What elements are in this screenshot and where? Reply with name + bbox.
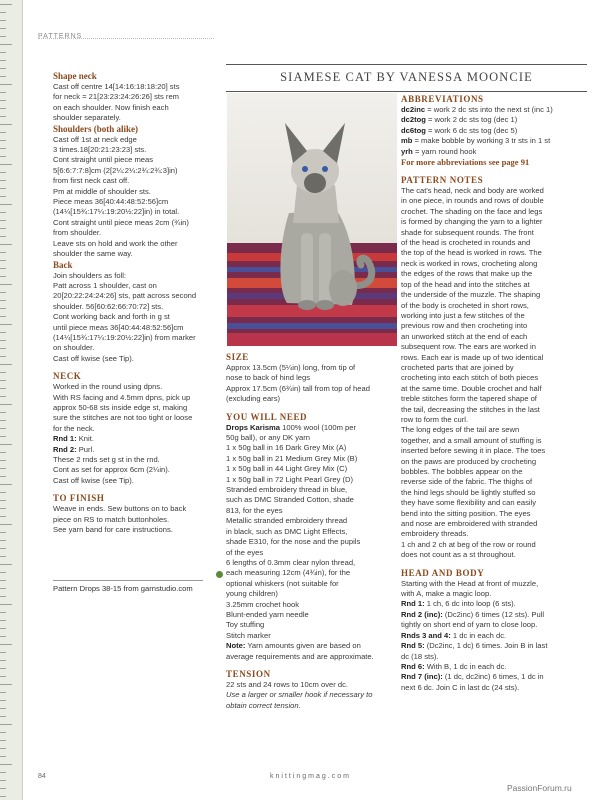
text-line: The cat's head, neck and body are worked: [401, 186, 544, 196]
ruler-tick: [0, 492, 6, 493]
section-header: [38, 25, 214, 40]
heading-you-will-need: YOU WILL NEED: [226, 411, 308, 422]
ruler-tick: [0, 612, 6, 613]
ruler-tick: [0, 316, 6, 317]
ruler-tick: [0, 748, 6, 749]
text-line: from first neck cast off.: [53, 176, 130, 186]
ruler-tick: [0, 156, 6, 157]
text-line: The long edges of the tail are sewn: [401, 425, 520, 435]
text-line: Patt across 1 shoulder, cast on: [53, 280, 157, 290]
text-line: 813, for the eyes: [226, 505, 283, 515]
text-line: Cont straight until piece meas 2cm (¾in): [53, 217, 189, 227]
ruler-tick: [0, 76, 6, 77]
text-line: 1 x 50g ball in 72 Light Pearl Grey (D): [226, 474, 354, 484]
ruler-tick: [0, 260, 6, 261]
text-line: Cont working back and forth in g st: [53, 312, 170, 322]
text-line: approx 50-68 sts inside edge st, making: [53, 402, 188, 412]
column-right: [401, 94, 587, 693]
text-line: 6 lengths of 0.3mm clear nylon thread,: [226, 557, 356, 567]
heading-size: SIZE: [226, 352, 249, 362]
finish-text: [53, 504, 223, 535]
text-line: 1 x 50g ball in 44 Light Grey Mix (C): [226, 464, 348, 474]
size-text: [226, 363, 398, 405]
ruler-tick: [0, 500, 6, 501]
text-line: subsequent row. The ears are worked in: [401, 342, 536, 352]
heading-pattern-notes: PATTERN NOTES: [401, 175, 484, 186]
ruler-tick: [0, 340, 6, 341]
text-line: (14¼[15¾:17¼:19:20½:22]in) from marker: [53, 332, 196, 342]
text-line: with A, make a magic loop.: [401, 589, 492, 599]
text-line: until piece meas 36[40:44:48:52:56]cm: [53, 322, 184, 332]
ruler-tick: [0, 428, 6, 429]
ruler-tick: [0, 252, 6, 253]
text-line: the top of the head is worked in rows. The: [401, 248, 542, 258]
text-line: young children): [226, 589, 278, 599]
ruler-tick: [0, 12, 6, 13]
instruction-line: Rnd 2 (inc): (Dc2inc) 6 times (12 sts). Pull: [401, 609, 545, 619]
text-line: See yarn band for care instructions.: [53, 525, 173, 535]
ruler-tick: [0, 388, 6, 389]
back-text: [53, 271, 223, 365]
text-line: for neck = 21[23:23:24:26:26] sts rem: [53, 92, 180, 102]
ruler-tick: [0, 692, 6, 693]
text-line: neck is worked in rows, crocheting along: [401, 258, 538, 268]
text-line: Cont straight until piece meas: [53, 155, 154, 165]
ruler-tick: [0, 212, 6, 213]
text-line: for the neck.: [53, 423, 95, 433]
text-line: Cast off 1st at neck edge: [53, 134, 137, 144]
text-line: of the head is crocheted in rounds and: [401, 238, 531, 248]
rnd2-line: Rnd 2: Purl.: [53, 444, 95, 454]
text-line: Starting with the Head at front of muzzle,: [401, 578, 539, 588]
heading-to-finish: TO FINISH: [53, 493, 105, 504]
ruler-tick: [0, 380, 6, 381]
text-line: nose to back of hind legs: [226, 373, 311, 383]
ruler-tick: [0, 284, 12, 285]
text-line: 1 x 50g ball in 21 Medium Grey Mix (B): [226, 453, 358, 463]
ruler-tick: [0, 724, 12, 725]
ruler-tick: [0, 452, 6, 453]
ruler-tick: [0, 588, 6, 589]
end-mark-icon: [216, 571, 223, 578]
ruler-tick: [0, 100, 6, 101]
ruler-tick: [0, 764, 12, 765]
ruler-tick: [0, 548, 6, 549]
shape-neck-text: [53, 82, 223, 124]
text-line: such as DMC Stranded Cotton, shade: [226, 495, 354, 505]
instruction-line: Rnd 1: 1 ch, 6 dc into loop (6 sts).: [401, 599, 516, 609]
note-line-2: average requirements and are approximate.: [226, 651, 374, 661]
ruler-tick: [0, 140, 6, 141]
ruler-tick: [0, 180, 6, 181]
ruler-tick: [0, 332, 6, 333]
heading-shape-neck: Shape neck: [53, 71, 97, 81]
ruler-tick: [0, 532, 6, 533]
ruler-tick: [0, 604, 12, 605]
text-line: reverse side of the fabric. The thighs of: [401, 477, 533, 487]
text-line: shoulder separately.: [53, 113, 121, 123]
ruler-tick: [0, 348, 6, 349]
neck-text: [53, 382, 223, 434]
text-line: (14¼[15¾:17¼:19:20½:22]in) in total.: [53, 207, 180, 217]
text-line: each measuring 12cm (4¾in), for the: [226, 568, 351, 578]
ruler-tick: [0, 628, 6, 629]
text-line: together, and a small amount of stuffing is: [401, 435, 542, 445]
pattern-title: SIAMESE CAT BY VANESSA MOONCIE: [226, 64, 587, 92]
ruler-tick: [0, 796, 6, 797]
cat-photo: [227, 93, 397, 346]
instruction-line: Rnd 5: (Dc2inc, 1 dc) 6 times. Join B in last: [401, 641, 548, 651]
text-line: Pm at middle of shoulder sts.: [53, 186, 151, 196]
text-line: the hind legs should be lightly stuffed so: [401, 487, 536, 497]
instruction-line: Rnd 7 (inc): (1 dc, dc2inc) 6 times, 1 dc in: [401, 672, 544, 682]
text-line: shoulder the same way.: [53, 249, 133, 259]
tension-line-2: Use a larger or smaller hook if necessary to: [226, 690, 373, 700]
text-line: piece on RS to match buttonholes.: [53, 514, 170, 524]
ruler-tick: [0, 44, 12, 45]
ruler-tick: [0, 404, 12, 405]
ruler-tick: [0, 476, 6, 477]
text-line: optional whiskers (not suitable for: [226, 578, 339, 588]
ruler-tick: [0, 740, 6, 741]
rounds-list: [401, 599, 587, 693]
ruler-tick: [0, 636, 6, 637]
ruler-tick: [0, 220, 6, 221]
ruler-tick: [0, 524, 12, 525]
text-line: embroidery threads.: [401, 529, 469, 539]
text-line: Cast off kwise (see Tip).: [53, 475, 134, 485]
text-line: and nose are embroidered with stranded: [401, 519, 538, 529]
ruler-tick: [0, 28, 6, 29]
pattern-notes-text: [401, 186, 587, 561]
text-line: is formed by changing the yarn to a lighter: [401, 217, 543, 227]
ruler-tick: [0, 756, 6, 757]
ruler-tick: [0, 292, 6, 293]
instruction-line: next 6 dc. Join C in last dc (24 sts).: [401, 682, 520, 692]
instruction-line: dc2inc = work 2 dc sts into the next st (inc 1): [401, 105, 553, 114]
page-number: 84: [38, 773, 46, 780]
text-line: previous row and then crocheting into: [401, 321, 528, 331]
heading-abbreviations: ABBREVIATIONS: [401, 94, 484, 104]
ruler-tick: [0, 92, 6, 93]
tension-line-1: 22 sts and 24 rows to 10cm over dc.: [226, 679, 348, 689]
cat-illustration: [227, 93, 397, 346]
ruler-tick: [0, 324, 12, 325]
text-line: bend into the sitting position. The eyes: [401, 508, 531, 518]
text-line: an unworked stitch at the end of each: [401, 331, 528, 341]
measuring-ruler: [0, 0, 23, 800]
head-body-intro: [401, 579, 587, 600]
watermark: PassionForum.ru: [507, 783, 572, 793]
text-line: Worked in the round using dpns.: [53, 382, 163, 392]
text-line: 3 times.18[20:21:23:23] sts.: [53, 145, 147, 155]
text-line: Stitch marker: [226, 630, 271, 640]
ruler-tick: [0, 668, 6, 669]
text-line: 50g ball), or any DK yarn: [226, 433, 310, 443]
ruler-tick: [0, 148, 6, 149]
ruler-tick: [0, 700, 6, 701]
ruler-tick: [0, 372, 6, 373]
ruler-tick: [0, 564, 12, 565]
ruler-tick: [0, 268, 6, 269]
heading-head-and-body: HEAD AND BODY: [401, 567, 485, 578]
text-line: in black, such as DMC Light Effects,: [226, 526, 348, 536]
neck-text-2: [53, 455, 223, 486]
text-line: Metallic stranded embroidery thread: [226, 516, 348, 526]
ruler-tick: [0, 108, 6, 109]
ruler-tick: [0, 676, 6, 677]
tension-line-3: obtain correct tension.: [226, 700, 301, 710]
ruler-tick: [0, 444, 12, 445]
text-line: 3.25mm crochet hook: [226, 599, 300, 609]
text-line: Cast off kwise (see Tip).: [53, 353, 134, 363]
ruler-tick: [0, 124, 12, 125]
ruler-tick: [0, 684, 12, 685]
ruler-tick: [0, 68, 6, 69]
heading-tension: TENSION: [226, 668, 271, 679]
ruler-tick: [0, 196, 6, 197]
heading-neck: NECK: [53, 371, 82, 382]
text-line: Approx 13.5cm (5¼in) long, from tip of: [226, 363, 356, 372]
text-line: Toy stuffing: [226, 620, 265, 630]
ruler-tick: [0, 556, 6, 557]
text-line: (excluding ears): [226, 394, 281, 404]
ruler-tick: [0, 204, 12, 205]
ruler-tick: [0, 772, 6, 773]
text-line: bobbles. The bobbles appear on the: [401, 467, 523, 476]
text-line: working into just a few stitches of the: [401, 310, 525, 320]
ruler-tick: [0, 732, 6, 733]
text-line: the underside of the muzzle. The shaping: [401, 290, 541, 300]
section-label: PATTERNS: [38, 33, 83, 40]
ruler-tick: [0, 436, 6, 437]
ruler-tick: [0, 540, 6, 541]
text-line: treble stitches form the tapered shape of: [401, 394, 537, 404]
instruction-line: dc6tog = work 6 dc sts tog (dec 5): [401, 125, 518, 135]
ruler-tick: [0, 308, 6, 309]
instruction-line: dc (18 sts).: [401, 651, 439, 661]
text-line: the tail, decreasing the stitches in the last: [401, 404, 540, 414]
more-abbreviations-link: For more abbreviations see page 91: [401, 157, 530, 168]
ruler-tick: [0, 132, 6, 133]
text-line: crocheted parts that are joined by: [401, 362, 514, 372]
ruler-tick: [0, 20, 6, 21]
text-line: of the eyes: [226, 547, 264, 557]
ruler-tick: [0, 244, 12, 245]
ruler-tick: [0, 396, 6, 397]
ruler-tick: [0, 52, 6, 53]
text-line: on the paws are produced by crocheting: [401, 456, 537, 466]
instruction-line: dc2tog = work 2 dc sts tog (dec 1): [401, 115, 518, 125]
text-line: These 2 rnds set g st in the rnd.: [53, 455, 160, 464]
ruler-tick: [0, 716, 6, 717]
ruler-tick: [0, 708, 6, 709]
text-line: of the body is crocheted in short rows,: [401, 300, 529, 310]
ruler-tick: [0, 652, 6, 653]
ruler-tick: [0, 620, 6, 621]
ruler-tick: [0, 364, 12, 365]
ruler-tick: [0, 4, 12, 5]
text-line: Approx 17.5cm (6¾in) tall from top of head: [226, 383, 370, 393]
ruler-tick: [0, 780, 6, 781]
abbreviations-list: [401, 105, 587, 157]
column-left: [53, 71, 223, 535]
text-line: Join shoulders as foll:: [53, 270, 127, 280]
ruler-tick: [0, 36, 6, 37]
instruction-line: Rnd 6: With B, 1 dc in each dc.: [401, 661, 507, 671]
text-line: 1 ch and 2 ch at beg of the row or round: [401, 539, 536, 549]
text-line: rows. Each ear is made up of two identical: [401, 352, 544, 362]
site-url: knittingmag.com: [270, 773, 351, 780]
text-line: does not count as a st throughout.: [401, 550, 516, 560]
text-line: on shoulder.: [53, 343, 95, 353]
ruler-tick: [0, 228, 6, 229]
ruler-tick: [0, 580, 6, 581]
ruler-tick: [0, 188, 6, 189]
column-middle: [226, 352, 398, 711]
instruction-line: Rnds 3 and 4: 1 dc in each dc.: [401, 630, 507, 640]
text-line: Stranded embroidery thread in blue,: [226, 485, 348, 495]
text-line: Weave in ends. Sew buttons on to back: [53, 504, 187, 514]
text-line: they have some flexibility and can easily: [401, 498, 537, 508]
text-line: inserted before sewing it in place. The toes: [401, 446, 546, 456]
ruler-tick: [0, 660, 6, 661]
text-line: shade for subsequent rounds. The front: [401, 227, 534, 237]
ruler-tick: [0, 460, 6, 461]
heading-back: Back: [53, 259, 73, 270]
rnd1-line: Rnd 1: Knit.: [53, 434, 94, 444]
instruction-line: yrh = yarn round hook: [401, 146, 477, 156]
text-line: top of the head and into the stitches at: [401, 279, 530, 289]
shoulders-text: [53, 135, 223, 260]
text-line: Cast off centre 14[14:16:18:18:20] sts: [53, 82, 180, 91]
text-line: shoulder. 56[60:62:66:70:72] sts.: [53, 301, 164, 311]
instruction-line: tightly on short end of yarn to close loop.: [401, 620, 538, 630]
text-line: in one piece, in rounds and rows of double: [401, 196, 544, 206]
ruler-tick: [0, 468, 6, 469]
ruler-tick: [0, 644, 12, 645]
text-line: crocheting into each stitch of both pieces: [401, 373, 539, 383]
ruler-tick: [0, 236, 6, 237]
text-line: 5[6:6:7:7:8]cm (2[2¼:2¼:2¾:2¾:3]in): [53, 165, 178, 175]
ruler-tick: [0, 84, 12, 85]
ruler-tick: [0, 508, 6, 509]
pattern-source-note: Pattern Drops 38-15 from garnstudio.com: [53, 580, 203, 594]
text-line: from shoulder.: [53, 228, 102, 238]
ruler-tick: [0, 420, 6, 421]
text-line: With RS facing and 4.5mm dpns, pick up: [53, 392, 191, 402]
text-line: at the same time. Double crochet and half: [401, 383, 542, 393]
ruler-tick: [0, 116, 6, 117]
materials-list: [226, 433, 398, 641]
text-line: the edges of the rows that make up the: [401, 269, 533, 279]
heading-shoulders: Shoulders (both alike): [53, 123, 139, 134]
header-rule: [38, 38, 214, 39]
yarn-line: Drops Karisma 100% wool (100m per: [226, 422, 357, 432]
instruction-line: mb = make bobble by working 3 tr sts in 1 st: [401, 136, 551, 146]
text-line: Piece meas 36[40:44:48:52:56]cm: [53, 197, 169, 207]
ruler-tick: [0, 516, 6, 517]
ruler-tick: [0, 484, 12, 485]
text-line: 1 x 50g ball in 16 Dark Grey Mix (A): [226, 443, 347, 453]
text-line: sure the stitches are not too tight or loose: [53, 413, 193, 423]
text-line: shade E310, for the nose and the pupils: [226, 537, 361, 547]
text-line: Leave sts on hold and work the other: [53, 238, 178, 248]
ruler-tick: [0, 412, 6, 413]
ruler-tick: [0, 356, 6, 357]
ruler-tick: [0, 164, 12, 165]
ruler-tick: [0, 596, 6, 597]
ruler-tick: [0, 172, 6, 173]
text-line: Blunt-ended yarn needle: [226, 609, 309, 619]
ruler-tick: [0, 60, 6, 61]
note-line: Note: Yarn amounts given are based on: [226, 641, 361, 651]
text-line: 20[20:22:24:24:26] sts, patt across second: [53, 291, 197, 301]
ruler-tick: [0, 276, 6, 277]
ruler-tick: [0, 572, 6, 573]
text-line: Cont as set for approx 6cm (2¼in).: [53, 465, 170, 475]
ruler-tick: [0, 300, 6, 301]
ruler-tick: [0, 788, 6, 789]
text-line: crochet. The shading on the face and legs: [401, 206, 543, 216]
text-line: on each shoulder. Now finish each: [53, 102, 169, 112]
text-line: row to form the curl.: [401, 414, 469, 424]
